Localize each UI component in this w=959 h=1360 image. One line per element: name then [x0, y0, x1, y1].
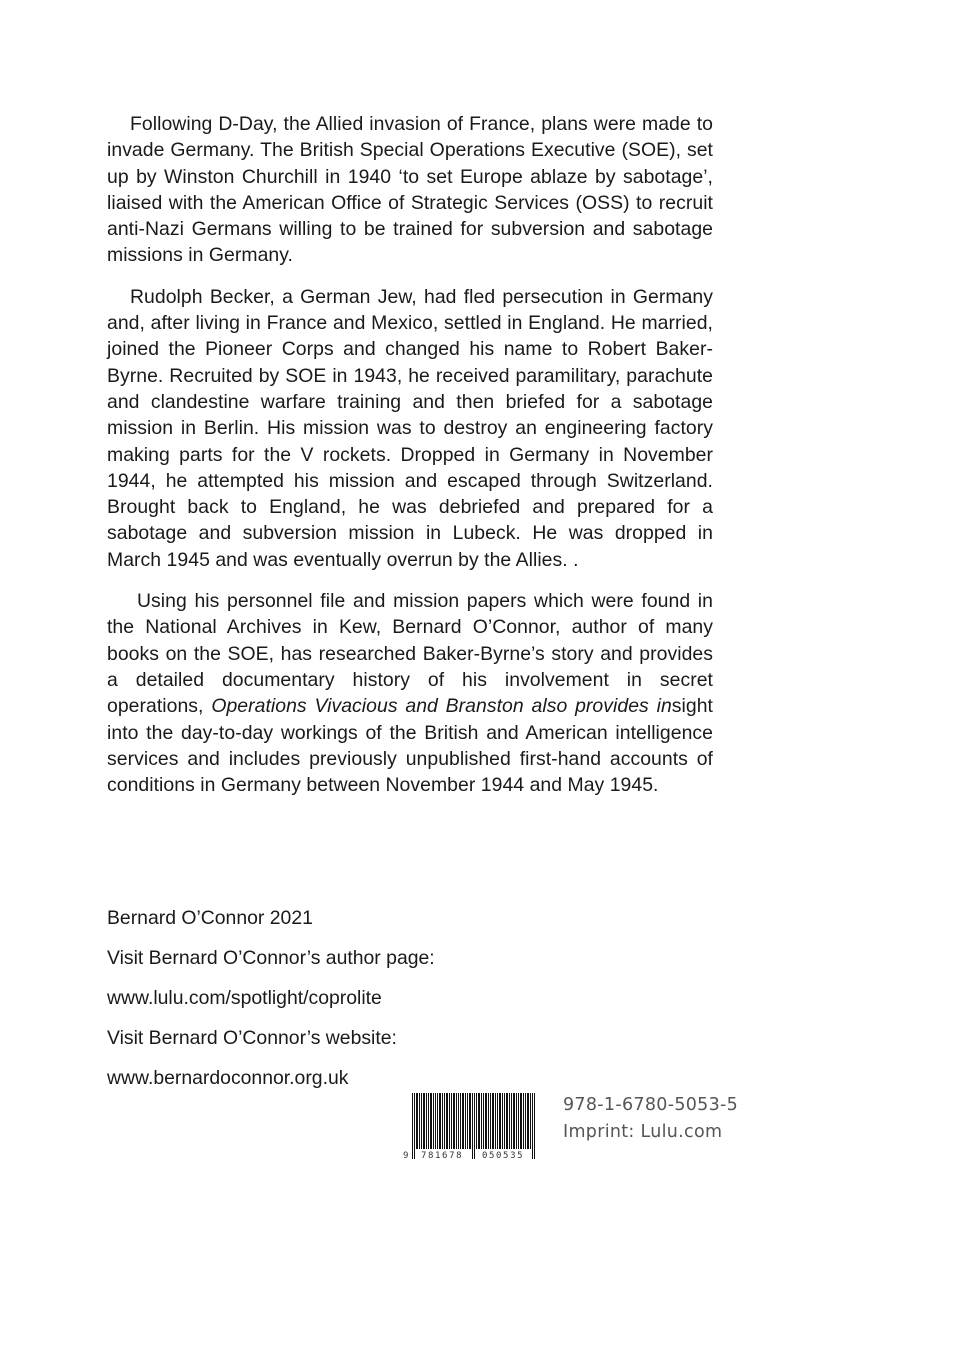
barcode-bar [499, 1093, 501, 1149]
barcode-bar [444, 1093, 445, 1149]
barcode-bar [456, 1093, 457, 1149]
barcode-bar [492, 1093, 494, 1149]
barcode-bar [520, 1093, 522, 1149]
website-label: Visit Bernard O’Connor’s website: [107, 1027, 397, 1049]
barcode-graphic [400, 1091, 545, 1161]
barcode-bar [527, 1093, 529, 1149]
blurb-paragraph-1: Following D-Day, the Allied invasion of France, plans were made to invade Germany. The British Special Operations Executive (SOE), set up by Winston Churchill in 1940 ‘to set Europe ablaze by sabotage’, liaised with the American Office of Strategic Services (OSS) to recruit anti-Nazi Germans willing to be trained for subversion and sabotage missions in Germany. [107, 113, 713, 267]
barcode-bar [435, 1093, 436, 1149]
barcode-bar [497, 1093, 498, 1149]
copyright-line: Bernard O’Connor 2021 [107, 907, 313, 929]
barcode-bar [525, 1093, 526, 1149]
barcode-bar [483, 1093, 484, 1149]
barcode-bar [504, 1093, 505, 1149]
barcode-bar [490, 1093, 491, 1149]
barcode-bar [449, 1093, 450, 1149]
barcode-bar [460, 1093, 461, 1149]
barcode-bar [506, 1093, 508, 1149]
barcode-bar [476, 1093, 477, 1149]
barcode-digits-group-1: 781678 [421, 1151, 464, 1161]
barcode-bar [437, 1093, 438, 1149]
barcode-bar [462, 1093, 464, 1149]
author-info [107, 906, 707, 1106]
barcode-guard-bar [474, 1093, 475, 1159]
author-page-url[interactable]: www.lulu.com/spotlight/coprolite [107, 987, 382, 1009]
blurb-paragraph-3-end: sight into the day-to-day workings of the British and American intelligence services and includes previously unpublished first-hand accounts of conditions in Germany between November 1944 and May 1945. [107, 695, 713, 797]
barcode-bar [502, 1093, 503, 1149]
isbn-number: 978-1-6780-5053-5 [563, 1095, 739, 1115]
barcode-bar [495, 1093, 496, 1149]
barcode-bar [426, 1093, 427, 1149]
barcode-bar [421, 1093, 422, 1149]
blurb-paragraph-3 [107, 588, 713, 798]
blurb-paragraph-2: Rudolph Becker, a German Jew, had fled persecution in Germany and, after living in France and Mexico, settled in England. He married, joined the Pioneer Corps and changed his name to Robert Baker-Byrne. Recruited by SOE in 1943, he received paramilitary, parachute and clandestine warfare training and then briefed for a sabotage mission in Berlin. His mission was to destroy an engineering factory making parts for the V rockets. Dropped in Germany in November 1944, he attempted his mission and escaped through Switzerland. Brought back to England, he was debriefed and prepared for a sabotage and subversion mission in Lubeck. He was dropped in March 1945 and was eventually overrun by the Allies. . [107, 285, 713, 571]
imprint-label: Imprint: Lulu.com [563, 1122, 723, 1142]
isbn-barcode [400, 1091, 545, 1161]
barcode-guard-bar [472, 1093, 473, 1159]
barcode-bar [523, 1093, 524, 1149]
barcode-bar [485, 1093, 487, 1149]
barcode-bar [442, 1093, 443, 1149]
barcode-bar [458, 1093, 459, 1149]
barcode-bar [419, 1093, 420, 1149]
barcode-guard-bar [534, 1093, 535, 1159]
barcode-bar [513, 1093, 515, 1149]
barcode-bar [478, 1093, 480, 1149]
barcode-bar [530, 1093, 531, 1149]
barcode-bar [511, 1093, 512, 1149]
website-url[interactable]: www.bernardoconnor.org.uk [107, 1067, 349, 1089]
barcode-bar [430, 1093, 432, 1149]
barcode-guard-bar [412, 1093, 413, 1159]
barcode-bar [518, 1093, 519, 1149]
barcode-bar [516, 1093, 517, 1149]
blurb-text [107, 111, 713, 813]
barcode-bar [469, 1093, 471, 1149]
barcode-bar [433, 1093, 434, 1149]
barcode-guard-bar [532, 1093, 533, 1159]
author-page-label: Visit Bernard O’Connor’s author page: [107, 947, 435, 969]
barcode-bar [467, 1093, 468, 1149]
barcode-bar [481, 1093, 482, 1149]
blurb-paragraph-3-start: Using his personnel file and mission papers which were found in the National Archives in Kew, Bernard O’Connor, author of many books on the SOE, has researched Baker-Byrne’s story and provides a detailed documentary history of his involvement in secret operations, [107, 590, 713, 718]
barcode-bar [446, 1093, 448, 1149]
book-title-italic: Operations Vivacious and Branston also provides in [211, 695, 672, 718]
barcode-lead-digit: 9 [403, 1151, 409, 1161]
barcode-bar [428, 1093, 429, 1149]
barcode-bar [439, 1093, 441, 1149]
barcode-bar [453, 1093, 455, 1149]
barcode-guard-bar [414, 1093, 415, 1159]
barcode-bar [509, 1093, 510, 1149]
barcode-bar [416, 1093, 418, 1149]
barcode-bar [451, 1093, 452, 1149]
barcode-bar [423, 1093, 425, 1149]
barcode-bar [465, 1093, 466, 1149]
barcode-digits-group-2: 050535 [482, 1151, 525, 1161]
barcode-bar [488, 1093, 489, 1149]
